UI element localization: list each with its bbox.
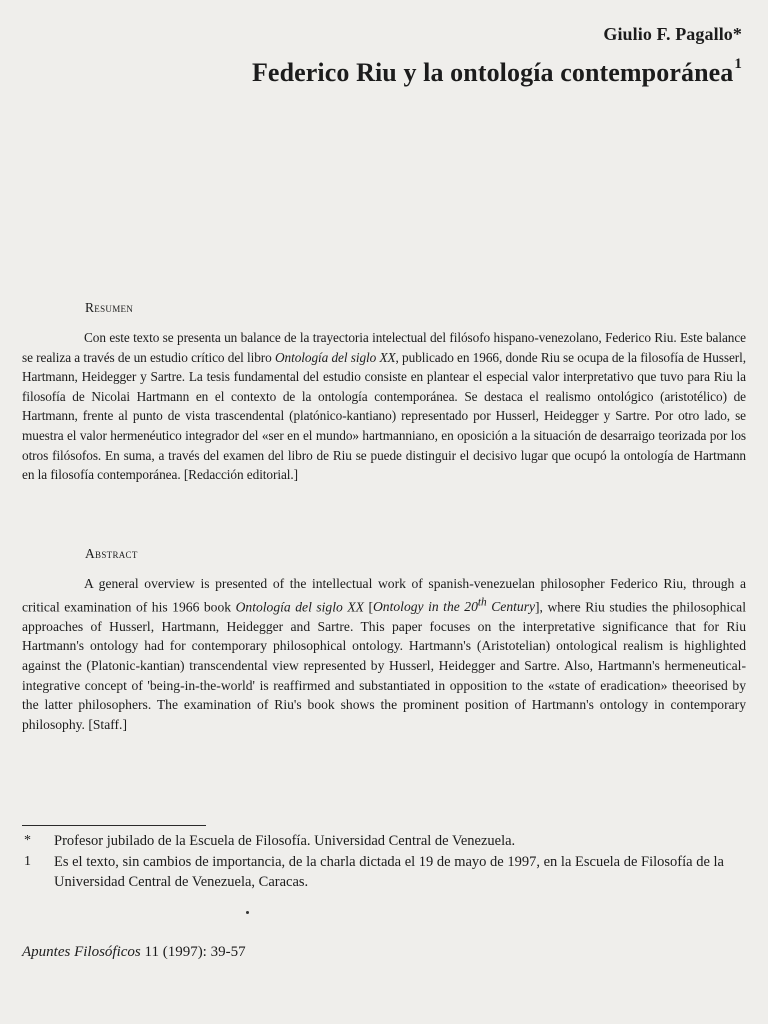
abstract-text-2: ], where Riu studies the philosophical approaches of Husserl, Hartmann, Heidegger and Sartre. This paper focuses on the interpretative significance that for Riu Hartmann's ontology had for contemporary philosophical ontology. Hartmann's (Aristotelian) ontological realism is highlighted against the (Platonic-kantian) transcendental view represented by Husserl, Heidegger and Sartre. Also, Hartmann's hermeneutical-integrative concept of 'being-in-the-world' is reaffirmed and substantiated in opposition to the «state of eradication» theeorised by the latter philosophers. The examination of Riu's book shows the prominent position of Hartmann's ontology in contemporary philosophy. [Staff.] [22, 599, 746, 732]
stray-dot [246, 911, 249, 914]
article-title [252, 58, 742, 88]
journal-details: 11 (1997): 39-57 [140, 944, 246, 960]
journal-name: Apuntes Filosóficos [22, 944, 141, 960]
abstract-translation-end: Century [486, 599, 536, 615]
abstract-translation-title [372, 596, 536, 615]
abstract-translation-text: Ontology in the 20 [372, 599, 478, 615]
resumen-heading: Resumen [85, 300, 134, 315]
footnote-text-affiliation: Profesor jubilado de la Escuela de Filosofía. Universidad Central de Venezuela. [54, 833, 516, 849]
resumen-book-title: Ontología del siglo XX [275, 349, 396, 365]
author-name [603, 24, 742, 45]
abstract-book-title: Ontología del siglo XX [235, 599, 364, 615]
title-footnote-marker: 1 [734, 56, 742, 72]
resumen-text-1: Con este texto se presenta un balance de la trayectoria intelectual del filósofo hispano-venezolano, Federico Riu. Este balance se realiza a través de un estudio crítico del libro [22, 330, 746, 365]
resumen-paragraph [22, 328, 746, 485]
footnote-divider [22, 825, 206, 826]
abstract-paragraph [22, 574, 746, 734]
resumen-text-2: , publicado en 1966, donde Riu se ocupa de la filosofía de Husserl, Hartmann, Heidegger y Sartre. La tesis fundamental del estudio consiste en plantear el especial valor interpretativo que tuvo para Riu la filosofía de Nicolai Hartmann en el contexto de la ontología contemporánea. Se destaca el realismo ontológico (aristotélico) de Hartmann, frente al punto de vista trascendental (platónico-kantiano) representado por Husserl, Heidegger y Sartre. Por otro lado, se muestra el valor hermenéutico integrador del «ser en el mundo» hartmanniano, en oposición a la situación de desarraigo teorizada por los otros filósofos. En suma, a través del examen del libro de Riu se puede distinguir el decisivo lugar que ocupó la ontología de Hartmann en la filosofía contemporánea. [Redacción editorial.] [22, 349, 747, 483]
abstract-bracket-open: [ [363, 599, 373, 615]
abstract-text-1: A general overview is presented of the intellectual work of spanish-venezuelan philosopher Federico Riu, through a critical examination of his 1966 book [22, 576, 746, 615]
journal-citation [22, 944, 246, 961]
footnote-affiliation [22, 831, 746, 851]
footnote-marker-asterisk: * [24, 833, 31, 848]
footnote-marker-1: 1 [24, 854, 31, 869]
abstract-translation-sup: th [477, 596, 487, 609]
footnote-text-source: Es el texto, sin cambios de importancia, de la charla dictada el 19 de mayo de 1997, en la Escuela de Filosofía de la Universidad Central de Venezuela, Caracas. [54, 854, 724, 890]
title-text: Federico Riu y la ontología contemporánea [251, 58, 734, 87]
abstract-heading: Abstract [85, 546, 138, 561]
footnote-source [22, 852, 746, 892]
author-text: Giulio F. Pagallo* [603, 24, 742, 44]
